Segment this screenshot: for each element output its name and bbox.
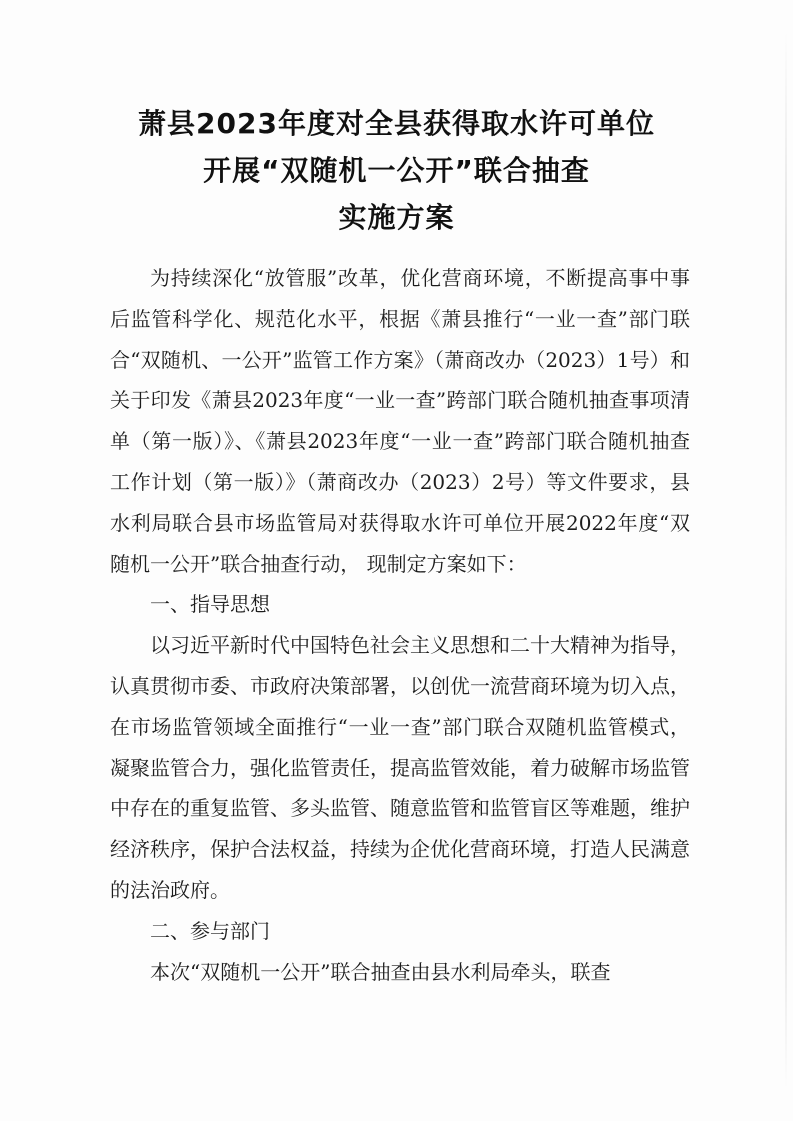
document-title [0,100,793,241]
section-heading-participating-departments: 二、参与部门 [150,918,270,943]
title-line-1: 萧县2023年度对全县获得取水许可单位 [138,107,655,140]
document-body [110,258,690,992]
title-line-2: 开展“双随机一公开”联合抽查 [203,154,590,187]
participating-departments-paragraph: 本次“双随机一公开”联合抽查由县水利局牵头，联查 [150,959,611,984]
section-heading-guiding-ideology: 一、指导思想 [150,592,270,617]
intro-paragraph: 为持续深化“放管服”改革，优化营商环境，不断提高事中事后监管科学化、规范化水平，根据《萧县推行“一业一查”部门联合“双随机、一公开”监管工作方案》（萧商改办（2023）1号）和关于印发《萧县2023年度“一业一查”跨部门联合随机抽查事项清单（第一版）》、《萧县2023年度“一业一查”跨部门联合随机抽查工作计划（第一版）》（萧商改办（2023）2号）等文件要求，县水利局联合县市场监管局对获得取水许可单位开展2022年度“双随机一公开”联合抽查行动， 现制定方案如下： [110,266,690,576]
title-line-3: 实施方案 [338,201,455,234]
guiding-ideology-paragraph: 以习近平新时代中国特色社会主义思想和二十大精神为指导，认真贯彻市委、市政府决策部署，以创优一流营商环境为切入点，在市场监管领域全面推行“一业一查”部门联合双随机监管模式，凝聚监管合力，强化监管责任，提高监管效能，着力破解市场监管中存在的重复监管、多头监管、随意监管和监管盲区等难题，维护经济秩序，保护合法权益，持续为企优化营商环境，打造人民满意的法治政府。 [110,633,690,902]
